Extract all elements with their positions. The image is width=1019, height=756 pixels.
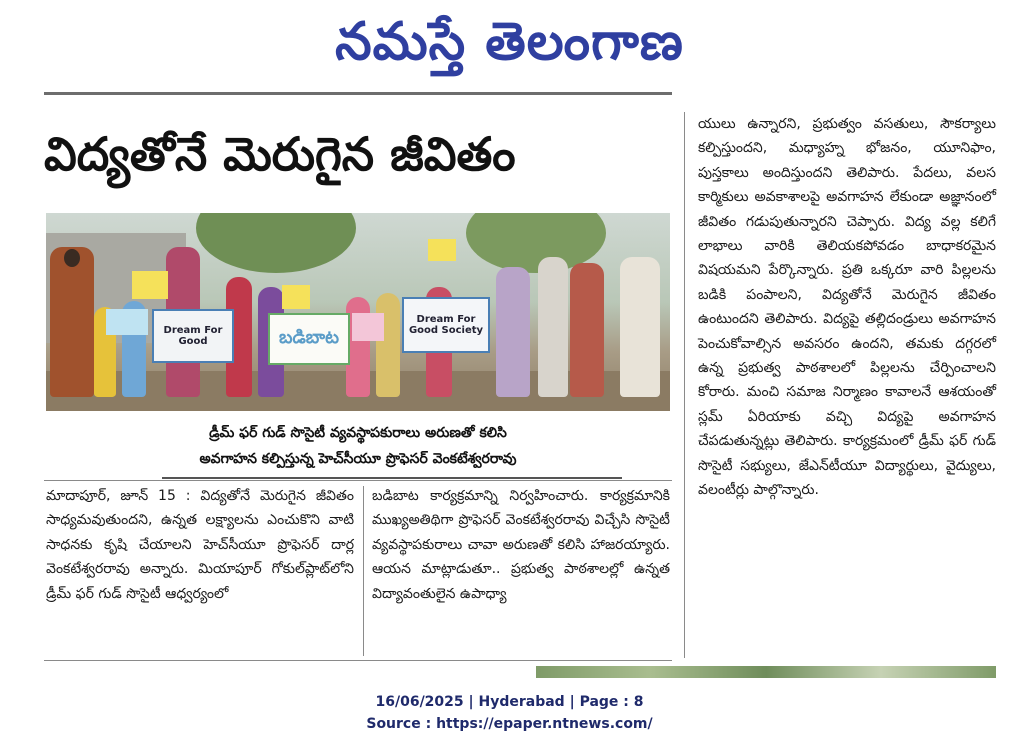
person <box>570 263 604 397</box>
footer-source-link[interactable]: Source : https://epaper.ntnews.com/ <box>366 716 653 732</box>
column-top-rule <box>44 480 672 481</box>
placard-pink <box>352 313 384 341</box>
banner-dream-for-good-society: Dream For Good Society <box>402 297 490 353</box>
masthead-rule <box>44 92 672 95</box>
masthead-logo: నమస్తే తెలంగాణ <box>335 12 684 72</box>
caption-rule <box>162 477 622 479</box>
banner-badibata: బడిబాట <box>268 313 350 365</box>
column-divider <box>363 486 364 656</box>
photo-caption <box>44 412 672 478</box>
person <box>376 293 400 397</box>
article-column-right: యులు ఉన్నారని, ప్రభుత్వం వసతులు, సౌకర్యాలు కల్పిస్తుందని, మధ్యాహ్న భోజనం, యూనిఫాం, పుస్తకాలు అందిస్తుందని తెలిపారు. పేదలు, వలస కార్మికులు అవకాశాలపై అవగాహన లేకుండా అజ్ఞానంలో జీవితం గడుపుతున్నారని చెప్పారు. విద్య వల్ల కలిగే లాభాలు వారికి తెలియకపోవడం బాధాకరమైన విషయమని పేర్కొన్నారు. ప్రతి ఒక్కరూ వారి పిల్లలను బడికి పంపాలని, విద్యతోనే మెరుగైన జీవితం ఉంటుందని తెలిపారు. విద్యపై తల్లిదండ్రులు అవగాహన పెంచుకోవాల్సిన అవసరం ఉందని, తమకు దగ్గరలో ఉన్న ప్రభుత్వ పాఠశాలలో పిల్లలను చేర్పించాలని కోరారు. మంచి సమాజ నిర్మాణం కావాలనే ఆశయంతో స్లమ్ ఏరియాకు వచ్చి విద్యపై అవగాహన చేపడుతున్నట్లు తెలిపారు. కార్యక్రమంలో డ్రీమ్ ఫర్ గుడ్ సొసైటీ సభ్యులు, జేఎన్‌టీయూ విద్యార్థులు, వైద్యులు, వలంటీర్లు పాల్గొన్నారు. <box>698 116 996 499</box>
placard-yellow <box>282 285 310 309</box>
article-column-left: మాదాపూర్, జూన్ 15 : విద్యతోనే మెరుగైన జీవితం సాధ్యమవుతుందని, ఉన్నత లక్ష్యాలను ఎంచుకొని వాటి సాధనకు కృషి చేయాలని హెచ్‌సీయూ ప్రొఫెసర్ దార్ల వెంకటేశ్వరరావు అన్నారు. మియాపూర్ గోకుల్‌ప్లాట్‌లోని డ్రీమ్ ఫర్ గుడ్ సొసైటీ ఆధ్వర్యంలో <box>46 488 354 602</box>
placard-yellow <box>428 239 456 261</box>
caption-line-2: అవగాహన కల్పిస్తున్న హెచ్‌సీయూ ప్రొఫెసర్ వెంకటేశ్వరరావు <box>199 451 517 467</box>
footer-date-edition: 16/06/2025 | Hyderabad | Page : 8 <box>375 694 644 710</box>
placard-blue <box>106 309 148 335</box>
person <box>538 257 568 397</box>
column-divider <box>684 112 685 658</box>
article-column-middle: బడిబాట కార్యక్రమాన్ని నిర్వహించారు. కార్యక్రమానికి ముఖ్యఅతిథిగా ప్రొఫెసర్ వెంకటేశ్వరరావు విచ్చేసి సొసైటీ వ్యవస్థాపకురాలు చావా అరుణతో కలిసి హాజరయ్యారు. ఆయన మాట్లాడుతూ.. ప్రభుత్వ పాఠశాలల్లో ఉన్నత విద్యావంతులైన ఉపాధ్యా <box>372 488 670 602</box>
placard-yellow <box>132 271 168 299</box>
person <box>620 257 660 397</box>
banner-dream-for-good: Dream For Good <box>152 309 234 363</box>
person-head <box>64 249 80 267</box>
next-article-image-strip <box>536 666 996 678</box>
caption-line-1: డ్రీమ్ ఫర్ గుడ్ సొసైటీ వ్యవస్థాపకురాలు అరుణతో కలిసి <box>209 425 507 441</box>
tree-foliage <box>196 213 356 273</box>
headline: విద్యతోనే మెరుగైన జీవితం <box>44 127 516 181</box>
article-bottom-rule <box>44 660 672 661</box>
news-photo <box>46 213 670 411</box>
person <box>496 267 530 397</box>
person <box>50 247 94 397</box>
